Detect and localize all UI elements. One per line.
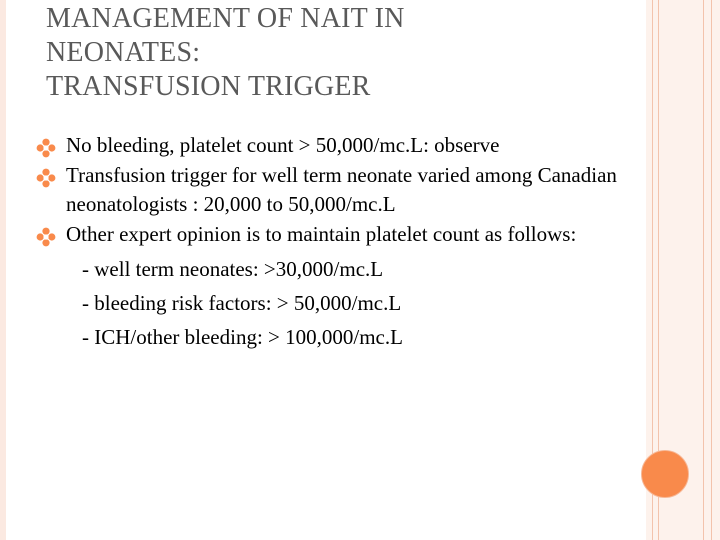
bullet-item [36, 161, 636, 220]
sub-item: - well term neonates: >30,000/mc.L [82, 257, 384, 281]
bullet-text: Other expert opinion is to maintain platelet count as follows: [66, 221, 577, 246]
flower-bullet-icon [36, 138, 56, 158]
bullet-list [36, 131, 636, 354]
decorative-circle [641, 450, 689, 498]
bullet-text: Transfusion trigger for well term neonate varied among Canadian neonatologists : 20,000 to 50,000/mc.L [66, 162, 617, 216]
flower-bullet-icon [36, 168, 56, 188]
slide-title: MANAGEMENT OF NAIT IN NEONATES: TRANSFUSION TRIGGER [46, 3, 405, 102]
bullet-text: No bleeding, platelet count > 50,000/mc.L: observe [66, 133, 500, 157]
border-line [711, 0, 712, 540]
left-border-band [0, 0, 6, 540]
bullet-item [36, 220, 636, 250]
border-line [703, 0, 704, 540]
sub-item: - bleeding risk factors: > 50,000/mc.L [82, 291, 402, 315]
sub-item: - ICH/other bleeding: > 100,000/mc.L [82, 325, 403, 349]
flower-bullet-icon [36, 227, 56, 247]
sub-list [36, 252, 636, 354]
bullet-item [36, 131, 636, 161]
